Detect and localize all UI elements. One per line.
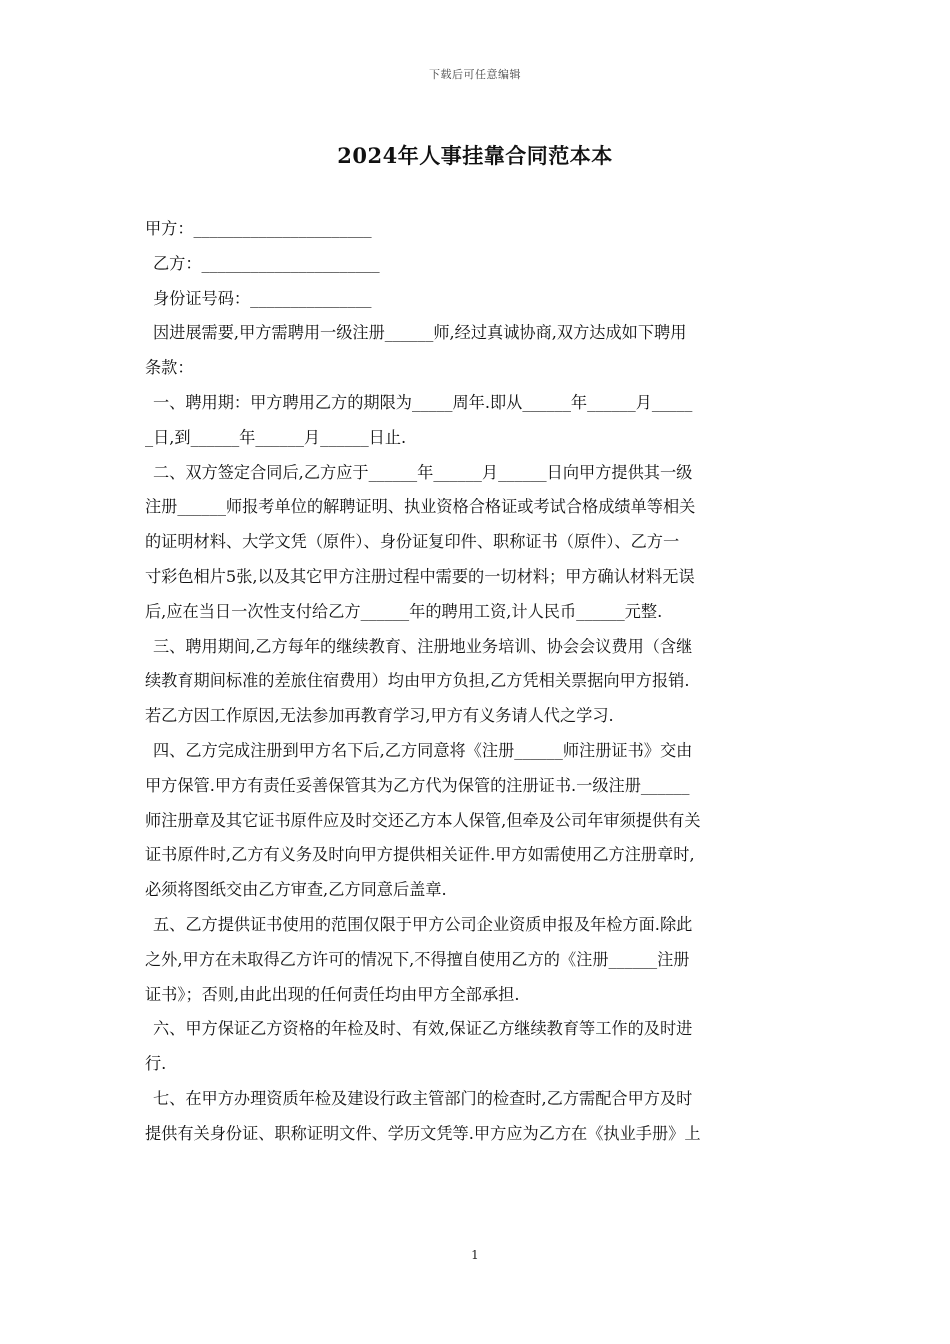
- clause-5-line: 证书》；否则,由此出现的任何责任均由甲方全部承担.: [145, 984, 520, 1004]
- page-number: 1: [471, 1248, 479, 1262]
- clause-2-line: 寸彩色相片5张,以及其它甲方注册过程中需要的一切材料；甲方确认材料无误: [145, 566, 695, 586]
- preamble-line: 因进展需要,甲方需聘用一级注册______师,经过真诚协商,双方达成如下聘用: [153, 323, 687, 343]
- clause-4-line: 必须将图纸交由乙方审查,乙方同意后盖章.: [145, 880, 447, 900]
- id-number-line: 身份证号码：_______________: [153, 288, 372, 308]
- document-title: 2024年人事挂靠合同范本本: [337, 143, 613, 168]
- clause-1-line: _日,到______年______月______日止.: [145, 427, 407, 447]
- clause-6-line: 六、甲方保证乙方资格的年检及时、有效,保证乙方继续教育等工作的及时进: [153, 1019, 693, 1039]
- party-b-line: 乙方：______________________: [153, 253, 380, 273]
- clause-7-line: 七、在甲方办理资质年检及建设行政主管部门的检查时,乙方需配合甲方及时: [153, 1088, 693, 1108]
- party-a-line: 甲方：______________________: [145, 219, 372, 238]
- clause-2-line: 二、双方签定合同后,乙方应于______年______月______日向甲方提供其一级: [153, 462, 693, 482]
- clause-3-line: 三、聘用期间,乙方每年的继续教育、注册地业务培训、协会会议费用（含继: [153, 636, 693, 656]
- clause-3-line: 若乙方因工作原因,无法参加再教育学习,甲方有义务请人代之学习.: [145, 706, 614, 726]
- clause-7-line: 提供有关身份证、职称证明文件、学历文凭等.甲方应为乙方在《执业手册》上: [145, 1123, 701, 1143]
- clause-2-line: 后,应在当日一次性支付给乙方______年的聘用工资,计人民币______元整.: [145, 601, 663, 621]
- clause-4-line: 四、乙方完成注册到甲方名下后,乙方同意将《注册______师注册证书》交由: [153, 740, 693, 760]
- clause-4-line: 证书原件时,乙方有义务及时向甲方提供相关证件.甲方如需使用乙方注册章时,: [145, 845, 695, 865]
- contract-body: [145, 212, 807, 1152]
- clause-5-line: 之外,甲方在未取得乙方许可的情况下,不得擅自使用乙方的《注册______注册: [145, 949, 690, 969]
- clause-6-line: 行.: [145, 1054, 167, 1074]
- clause-4-line: 师注册章及其它证书原件应及时交还乙方本人保管,但牵及公司年审须提供有关: [145, 810, 701, 830]
- clause-5-line: 五、乙方提供证书使用的范围仅限于甲方公司企业资质申报及年检方面.除此: [153, 914, 693, 934]
- header-note: 下载后可任意编辑: [429, 68, 521, 81]
- clause-4-line: 甲方保管.甲方有责任妥善保管其为乙方代为保管的注册证书.一级注册______: [145, 775, 690, 795]
- clause-1-line: 一、聘用期：甲方聘用乙方的期限为_____周年.即从______年______月_____: [153, 392, 693, 412]
- clause-2-line: 的证明材料、大学文凭（原件）、身份证复印件、职称证书（原件）、乙方一: [145, 532, 680, 552]
- preamble-line: 条款：: [145, 358, 194, 378]
- clause-3-line: 续教育期间标准的差旅住宿费用）均由甲方负担,乙方凭相关票据向甲方报销.: [145, 671, 690, 691]
- clause-2-line: 注册______师报考单位的解聘证明、执业资格合格证或考试合格成绩单等相关: [145, 497, 696, 517]
